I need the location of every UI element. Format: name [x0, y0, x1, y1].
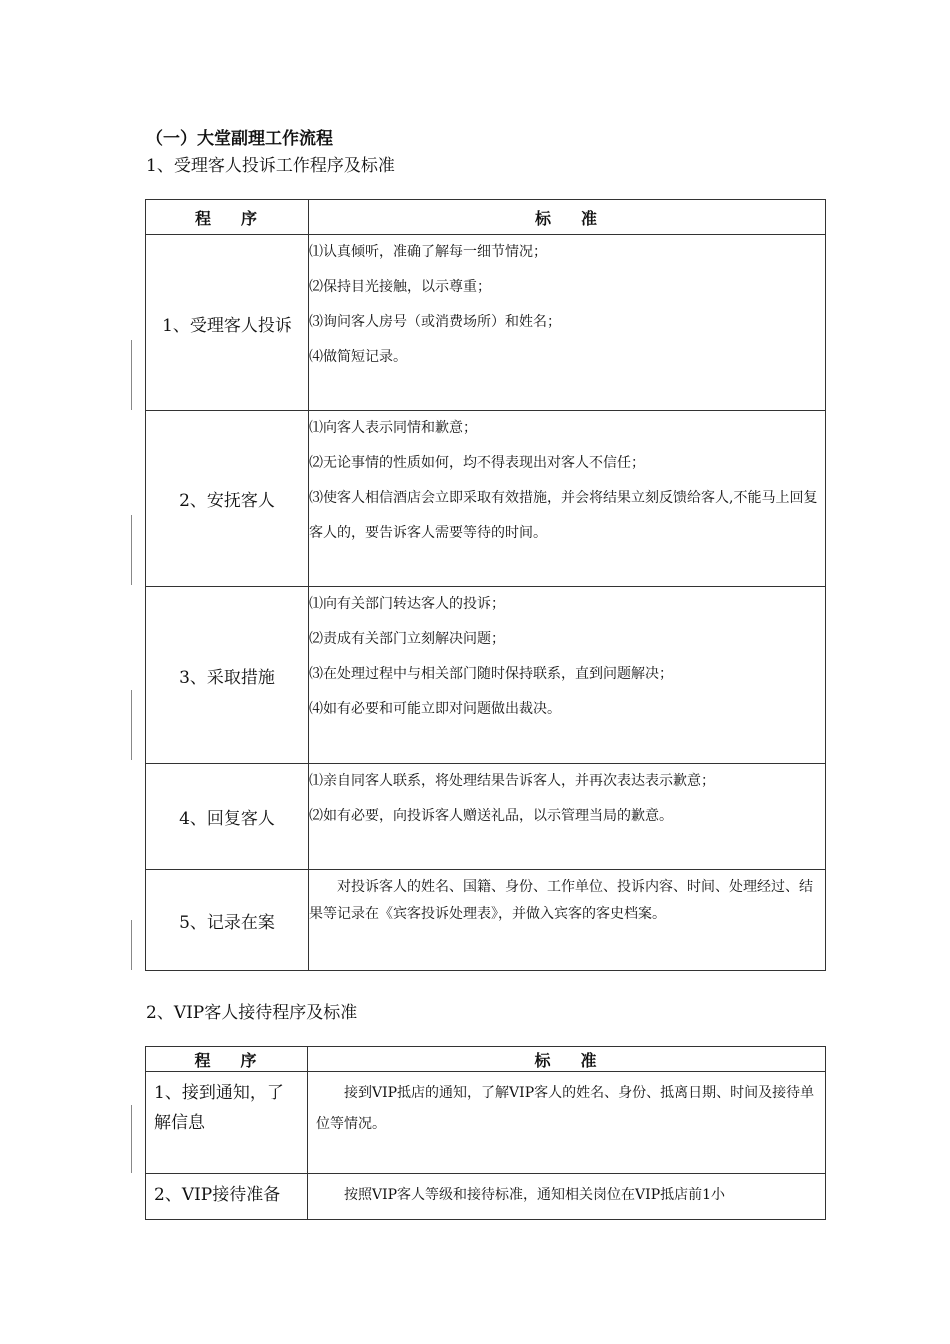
section-title: （一）大堂副理工作流程 — [146, 129, 333, 149]
table-header-row — [146, 1047, 826, 1072]
table2-title: 2、VIP客人接待程序及标准 — [146, 1003, 358, 1023]
header-standard: 标 准 — [308, 1047, 826, 1072]
standard-cell: ⑴认真倾听，准确了解每一细节情况； ⑵保持目光接触，以示尊重； ⑶询问客人房号（或消费场所）和姓名； ⑷做简短记录。 — [309, 235, 826, 411]
procedure-cell: 2、VIP接待准备 — [146, 1174, 308, 1220]
table-row — [146, 411, 826, 587]
header-procedure: 程 序 — [146, 1047, 308, 1072]
table-row — [146, 764, 826, 870]
margin-line — [131, 690, 132, 760]
margin-line — [131, 515, 132, 585]
table-row — [146, 1174, 826, 1220]
margin-line — [131, 1105, 132, 1173]
standard-cell: ⑴向客人表示同情和歉意； ⑵无论事情的性质如何，均不得表现出对客人不信任； ⑶使客人相信酒店会立即采取有效措施，并会将结果立刻反馈给客人,不能马上回复客人的，要告诉客人需要等待的时间。 — [309, 411, 826, 587]
standard-cell: ⑴向有关部门转达客人的投诉； ⑵责成有关部门立刻解决问题； ⑶在处理过程中与相关部门随时保持联系，直到问题解决； ⑷如有必要和可能立即对问题做出裁决。 — [309, 587, 826, 764]
standard-cell: ⑴亲自同客人联系，将处理结果告诉客人，并再次表达表示歉意； ⑵如有必要，向投诉客人赠送礼品，以示管理当局的歉意。 — [309, 764, 826, 870]
procedure-cell: 3、采取措施 — [146, 587, 309, 764]
table-header-row — [146, 200, 826, 235]
standard-cell: 接到VIP抵店的通知，了解VIP客人的姓名、身份、抵离日期、时间及接待单位等情况。 — [308, 1072, 826, 1174]
table-row — [146, 587, 826, 764]
margin-line — [131, 340, 132, 410]
table-row — [146, 235, 826, 411]
complaint-procedure-table — [145, 199, 826, 971]
procedure-cell: 4、回复客人 — [146, 764, 309, 870]
vip-procedure-table — [145, 1046, 826, 1220]
procedure-cell: 1、受理客人投诉 — [146, 235, 309, 411]
table-row — [146, 870, 826, 971]
header-standard: 标 准 — [309, 200, 826, 235]
procedure-cell: 2、安抚客人 — [146, 411, 309, 587]
table1-title: 1、受理客人投诉工作程序及标准 — [146, 156, 395, 176]
table-row — [146, 1072, 826, 1174]
standard-cell: 对投诉客人的姓名、国籍、身份、工作单位、投诉内容、时间、处理经过、结果等记录在《宾客投诉处理表》，并做入宾客的客史档案。 — [309, 870, 826, 971]
procedure-cell: 1、接到通知，了解信息 — [146, 1072, 308, 1174]
standard-cell: 按照VIP客人等级和接待标准，通知相关岗位在VIP抵店前1小 — [308, 1174, 826, 1220]
procedure-cell: 5、记录在案 — [146, 870, 309, 971]
header-procedure: 程 序 — [146, 200, 309, 235]
margin-line — [131, 920, 132, 970]
